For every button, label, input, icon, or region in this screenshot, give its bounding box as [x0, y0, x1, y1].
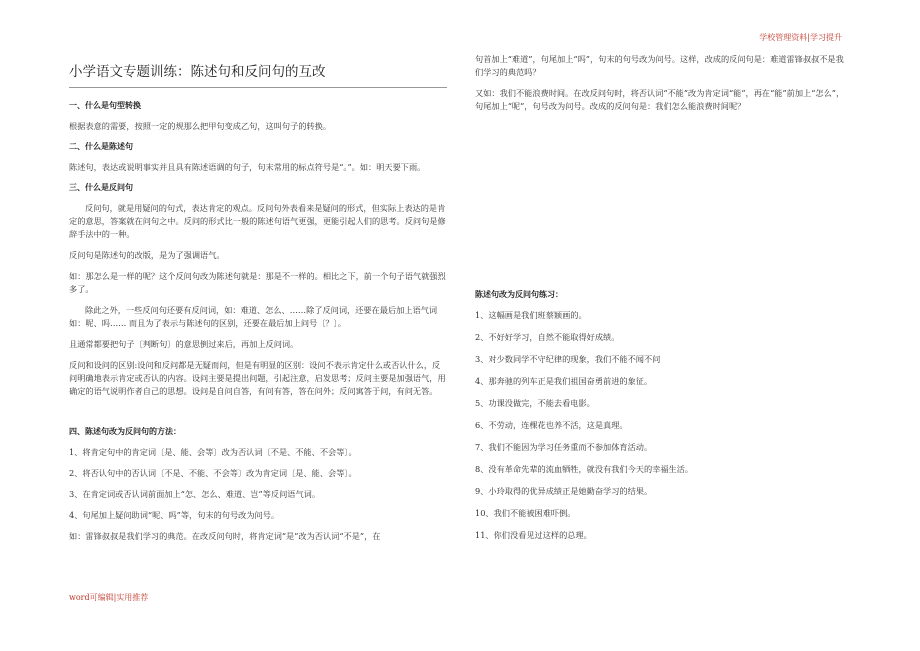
paragraph: 陈述句，表达或说明事实并且具有陈述语调的句子，句末常用的标点符号是“。”。如：明天要下雨。: [69, 162, 426, 172]
list-item: 3、对少数同学不守纪律的现象，我们不能不闻不问: [475, 354, 661, 364]
list-item: 9、小玲取得的优异成绩正是她勤奋学习的结果。: [475, 486, 653, 496]
paragraph: 反问句，就是用疑问的句式，表达肯定的观点。反问句外表看来是疑问的形式，但实际上表达的是肯定的意思，答案就在问句之中。反问的形式比一般的陈述句语气更强，更能引起人们的思考。反问句是修辞手法中的一种。: [69, 203, 446, 239]
paragraph: 反问句是陈述句的改版，是为了强调语气。: [69, 250, 225, 260]
header-note: 学校管理资料|学习提升: [759, 33, 842, 42]
paragraph: 且通常都要把句子〔判断句〕的意思倒过来后，再加上反问词。: [69, 339, 299, 349]
list-item: 2、不好好学习，自然不能取得好成绩。: [475, 332, 620, 342]
section-2-heading: 二、什么是陈述句: [69, 142, 133, 151]
method-item: 1、将肯定句中的肯定词〔是、能、会等〕改为否认词〔不是、不能、不会等〕。: [69, 447, 357, 457]
paragraph: 除此之外，一些反问句还要有反问词，如：难道、怎么、……除了反问词，还要在最后加上语气词如：呢、吗…… 而且为了表示与陈述句的区别，还要在最后加上问号〔？〕。: [69, 305, 438, 328]
paragraph: 如：雷锋叔叔是我们学习的典范。在改反问句时，将肯定词“是”改为否认词“不是”，在: [69, 531, 381, 541]
list-item: 8、没有革命先辈的流血牺牲，就没有我们今天的幸福生活。: [475, 464, 694, 474]
method-item: 4、句尾加上疑问助词“呢、吗”等，句末的句号改为问号。: [69, 510, 280, 520]
paragraph: 反问和设问的区别:设问和反问都是无疑而问，但是有明显的区别：设问不表示肯定什么或否认什么，反问明确地表示肯定或否认的内容。设问主要是提出问题，引起注意，启发思考；反问主要是加强语气，用确定的语气说明作者自己的思想。设问是自问自答，有问有答，答在问外；反问寓答于问，有问无答。: [69, 360, 446, 396]
list-item: 5、功课没做完，不能去看电影。: [475, 398, 595, 408]
section-3-heading: 三、什么是反问句: [69, 183, 133, 192]
paragraph: 又如：我们不能浪费时间。在改反问句时，将否认词“不能”改为肯定词“能”，再在“能”前加上“怎么”，句尾加上“呢”，句号改为问号。改成的反问句是：我们怎么能浪费时间呢？: [475, 88, 845, 111]
practice-heading: 陈述句改为反问句练习：: [475, 290, 563, 299]
paragraph: 句首加上“难道”，句尾加上“吗”，句末的句号改为问号。这样，改成的反问句是：难道雷锋叔叔不是我们学习的典范吗？: [475, 54, 844, 77]
left-column: [69, 60, 447, 551]
footer-note: word可编辑|实用推荐: [69, 593, 149, 602]
list-item: 6、不劳动，连棵花也养不活，这是真理。: [475, 420, 628, 430]
title-divider: [69, 87, 447, 88]
section-4-heading: 四、陈述句改为反问句的方法：: [69, 427, 181, 436]
list-item: 11、你们没看见过这样的总理。: [475, 530, 592, 540]
list-item: 7、我们不能因为学习任务重而不参加体育活动。: [475, 442, 653, 452]
right-column: [475, 53, 849, 551]
paragraph: 根据表意的需要，按照一定的规那么把甲句变成乙句，这叫句子的转换。: [69, 121, 332, 131]
paragraph: 如：那怎么是一样的呢？这个反问句改为陈述句就是：那是不一样的。相比之下，前一个句子语气就强烈多了。: [69, 271, 446, 294]
list-item: 1、这幅画是我们班蔡颖画的。: [475, 310, 587, 320]
method-item: 2、将否认句中的否认词〔不是、不能、不会等〕改为肯定词〔是、能、会等〕。: [69, 468, 357, 478]
method-item: 3、在肯定词或否认词前面加上“怎、怎么、难道、岂”等反问语气词。: [69, 489, 321, 499]
list-item: 10、我们不能被困难吓倒。: [475, 508, 576, 518]
document-title: 小学语文专题训练：陈述句和反问句的互改: [69, 64, 326, 80]
list-item: 4、那奔驰的列车正是我们祖国奋勇前进的象征。: [475, 376, 653, 386]
section-1-heading: 一、什么是句型转换: [69, 101, 141, 110]
